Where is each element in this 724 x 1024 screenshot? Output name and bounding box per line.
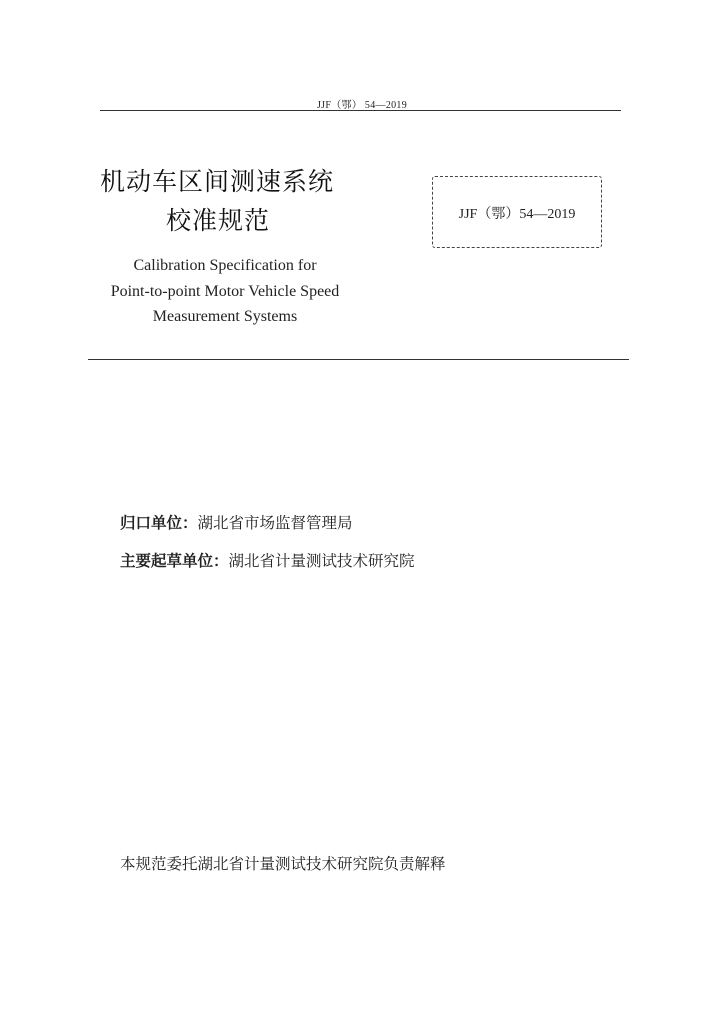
- specification-code-box: [432, 176, 602, 248]
- authority-label: 归口单位：: [120, 514, 198, 532]
- authority-value: 湖北省市场监督管理局: [197, 514, 353, 532]
- header-rule: [100, 110, 621, 111]
- title-section-rule: [88, 359, 629, 360]
- english-title-line-1: Calibration Specification for: [133, 257, 317, 274]
- english-title: [90, 253, 360, 330]
- english-title-line-3: Measurement Systems: [152, 308, 298, 325]
- interpretation-note: 本规范委托湖北省计量测试技术研究院负责解释: [120, 855, 446, 873]
- authority-line: [120, 511, 353, 533]
- specification-code: JJF（鄂）54—2019: [458, 207, 576, 222]
- drafter-label: 主要起草单位：: [120, 552, 229, 570]
- chinese-title-line-2: 校准规范: [166, 206, 271, 235]
- running-header-code: JJF（鄂） 54—2019: [316, 100, 408, 111]
- drafter-value: 湖北省计量测试技术研究院: [228, 552, 415, 570]
- chinese-title-line-1: 机动车区间测速系统: [100, 167, 335, 196]
- drafter-line: [120, 549, 415, 571]
- english-title-line-2: Point-to-point Motor Vehicle Speed: [110, 282, 340, 300]
